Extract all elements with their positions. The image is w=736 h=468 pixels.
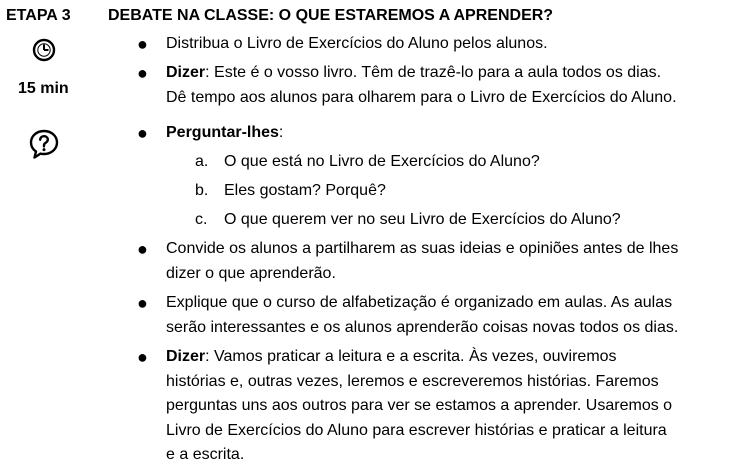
clock-icon [28,36,60,64]
list-item: Distribua o Livro de Exercícios do Aluno pelos alunos. [166,35,548,52]
section-title: DEBATE NA CLASSE: O QUE ESTAREMOS A APRENDER? [108,7,554,24]
bullet-icon: ● [137,123,148,143]
bullet-icon: ● [137,63,148,83]
list-item: Convide os alunos a partilharem as suas ideias e opiniões antes de lhes dizer o que aprenderão. [166,240,679,282]
list-item: Explique que o curso de alfabetização é organizado em aulas. As aulas serão interessantes e os alunos aprenderão coisas novas todos os dias. [166,294,679,336]
sub-item: c. O que querem ver no seu Livro de Exercícios do Aluno? [195,211,621,228]
question-bubble-icon [28,128,60,160]
bullet-icon: ● [137,293,148,313]
list-item: Dizer: Este é o vosso livro. Têm de trazê-lo para a aula todos os dias. Dê tempo aos alunos para olharem para o Livro de Exercícios do Aluno. [166,64,677,106]
list-item: Dizer: Vamos praticar a leitura e a escrita. Às vezes, ouviremos histórias e, outras vezes, leremos e escreveremos histórias. Faremos perguntas uns aos outros para ver se estamos a aprender. Usaremos o Livro de Exercícios do Aluno para escrever histórias e praticar a leitura e a escrita. [166,348,673,463]
sub-item: a. O que está no Livro de Exercícios do Aluno? [195,153,540,170]
list-item: Perguntar-lhes: [166,124,284,141]
step-label: ETAPA 3 [6,7,71,24]
item-label: Dizer [166,64,206,81]
item-label: Dizer [166,348,206,365]
sub-item: b. Eles gostam? Porquê? [195,182,386,199]
item-label: Perguntar-lhes [166,124,279,141]
bullet-icon: ● [137,34,148,54]
duration-label: 15 min [18,80,69,97]
bullet-icon: ● [137,239,148,259]
bullet-icon: ● [137,347,148,367]
